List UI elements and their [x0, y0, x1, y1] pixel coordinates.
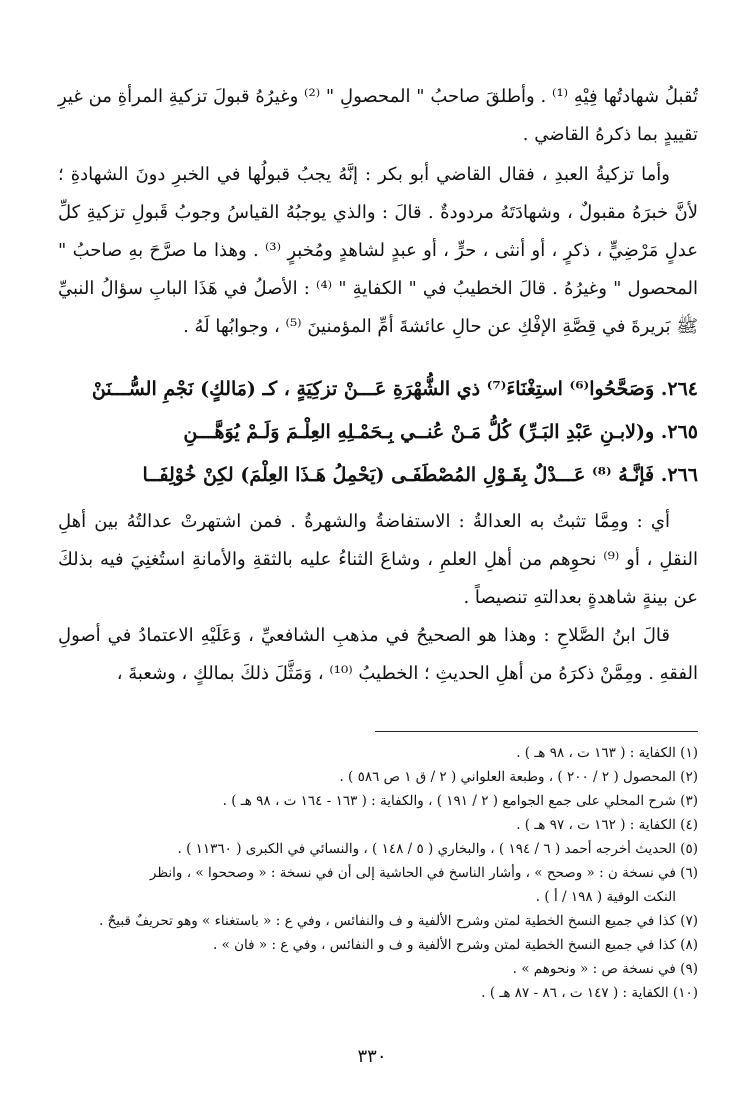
- footnote-3: (٣) شرح المحلي على جمع الجوامع ( ٢ / ١٩١ ) ، والكفاية : ( ١٦٣ - ١٦٤ ت ، ٩٨ هـ ) .: [222, 793, 698, 809]
- page-body: [58, 78, 698, 693]
- footnote-8: (٨) كذا في جميع النسخ الخطية لمتن وشرح الألفية و ف و النفائس ، وفي ع : « فان » .: [212, 937, 698, 953]
- footnote-5: (٥) الحديث أخرجه أحمد ( ٦ / ١٩٤ ) ، والبخاري ( ٥ / ١٤٨ ) ، والنسائي في الكبرى ( ١١٣٦٠ ) .: [177, 841, 698, 857]
- paragraph-commentary: أي : ومِمَّا تثبتُ به العدالةُ : الاستفاضةُ والشهرةُ . فمن اشتهرتْ عدالتُهُ بين أهلِ النقلِ ، أو ⁽⁹⁾ نحوِهم من أهلِ العلمِ ، وشاعَ الثناءُ عليه بالثقةِ والأمانةِ استُغنِيَ فيه بذلكَ عن بينةٍ شاهدةٍ بعدالتهِ تنصيصاً .: [58, 511, 698, 608]
- verse-block: [58, 368, 698, 497]
- page-number: ٣٣٠: [357, 1046, 387, 1067]
- footnote-7: (٧) كذا في جميع النسخ الخطية لمتن وشرح الألفية و ف والنفائس ، وفي ع : « باستغناء » وهو تحريفٌ قبيحٌ .: [99, 913, 698, 929]
- footnote-6-continuation: النكت الوفية ( ١٩٨ / أ ) .: [535, 889, 676, 905]
- footnote-divider: [375, 731, 698, 732]
- verse-264: ٢٦٤. وَصَحَّحُوا⁽⁶⁾ استِغْنَاءَ⁽⁷⁾ ذي الشُّهْرَةِ عَـــنْ تزكِيَةٍ ، كـ (مَالكٍ) نَجْمِ السُّـــنَنْ: [91, 378, 698, 400]
- footnote-9: (٩) في نسخة ص : « ونحوهم » .: [512, 961, 698, 977]
- verse-266: ٢٦٦. فَإنَّـهُ ⁽⁸⁾ عَـــدْلٌ بِقَـوْلِ المُصْطَفَـى (يَحْمِلُ هَـذَا العِلْمَ) لكِنْ خُوْلِفَــا: [142, 464, 698, 486]
- footnote-4: (٤) الكفاية : ( ١٦٢ ت ، ٩٧ هـ ) .: [516, 817, 698, 833]
- footnote-10: (١٠) الكفاية : ( ١٤٧ ت ، ٨٦ - ٨٧ هـ ) .: [481, 985, 698, 1001]
- paragraph-slave-testimony: وأما تزكيةُ العبدِ ، فقال القاضي أبو بكر : إنَّهُ يجبُ قبولُها في الخبرِ دونَ الشهادةِ ؛ لأنَّ خبرَهُ مقبولٌ ، وشهادَتَهُ مردودةٌ . قالَ : والذي يوجبُهُ القياسُ وجوبُ قَبولِ تزكيةِ كلِّ عدلٍ مَرْضِيٍّ ، ذكرٍ ، أو أنثى ، حرٍّ ، أو عبدٍ لشاهدٍ ومُخبرٍ ⁽³⁾ . وهذا ما صرَّحَ بهِ صاحبُ " المحصول " وغيرُهُ . قالَ الخطيبُ في " الكفايةِ " ⁽⁴⁾ : الأصلُ في هَذَا البابِ سؤالُ النبيِّ ﷺ بَريرةَ في قِصَّةِ الإفْكِ عن حالِ عائشةَ أمِّ المؤمنينَ ⁽⁵⁾ ، وجوابُها لَهُ .: [58, 164, 698, 337]
- footnotes: [40, 741, 698, 1005]
- footnote-1: (١) الكفاية : ( ١٦٣ ت ، ٩٨ هـ ) .: [516, 745, 698, 761]
- verse-265: ٢٦٥. و(لابـنِ عَبْدِ البَـرِّ) كُلُّ مَـنْ عُنــي بِـحَمْـلِهِ العِلْـمَ وَلَـمْ يُوَهَّـــنِ: [183, 421, 698, 443]
- footnote-6: (٦) في نسخة ن : « وصحح » ، وأشار الناسخ في الحاشية إلى أن في نسخة : « وصححوا » ، وانظر: [149, 865, 698, 881]
- footnote-2: (٢) المحصول ( ٢ / ٢٠٠ ) ، وطبعة العلواني ( ٢ / ق ١ ص ٥٨٦ ) .: [339, 769, 698, 785]
- paragraph-ibn-salah: قالَ ابنُ الصَّلاحِ : وهذا هو الصحيحُ في مذهبِ الشافعيِّ ، وَعَلَيْهِ الاعتمادُ في أصولِ الفقهِ . ومِمَّنْ ذكرَهُ من أهلِ الحديثِ ؛ الخطيبُ ⁽¹⁰⁾ ، وَمَثَّلَ ذلكَ بمالكٍ ، وشعبةَ ،: [58, 625, 698, 684]
- paragraph-intro: تُقبلُ شهادتُها فِيْهِ ⁽¹⁾ . وأطلقَ صاحبُ " المحصولِ " ⁽²⁾ وغيرُهُ قبولَ تزكيةِ المرأةِ من غيرِ تقييدٍ بما ذكرهُ القاضي .: [58, 86, 699, 145]
